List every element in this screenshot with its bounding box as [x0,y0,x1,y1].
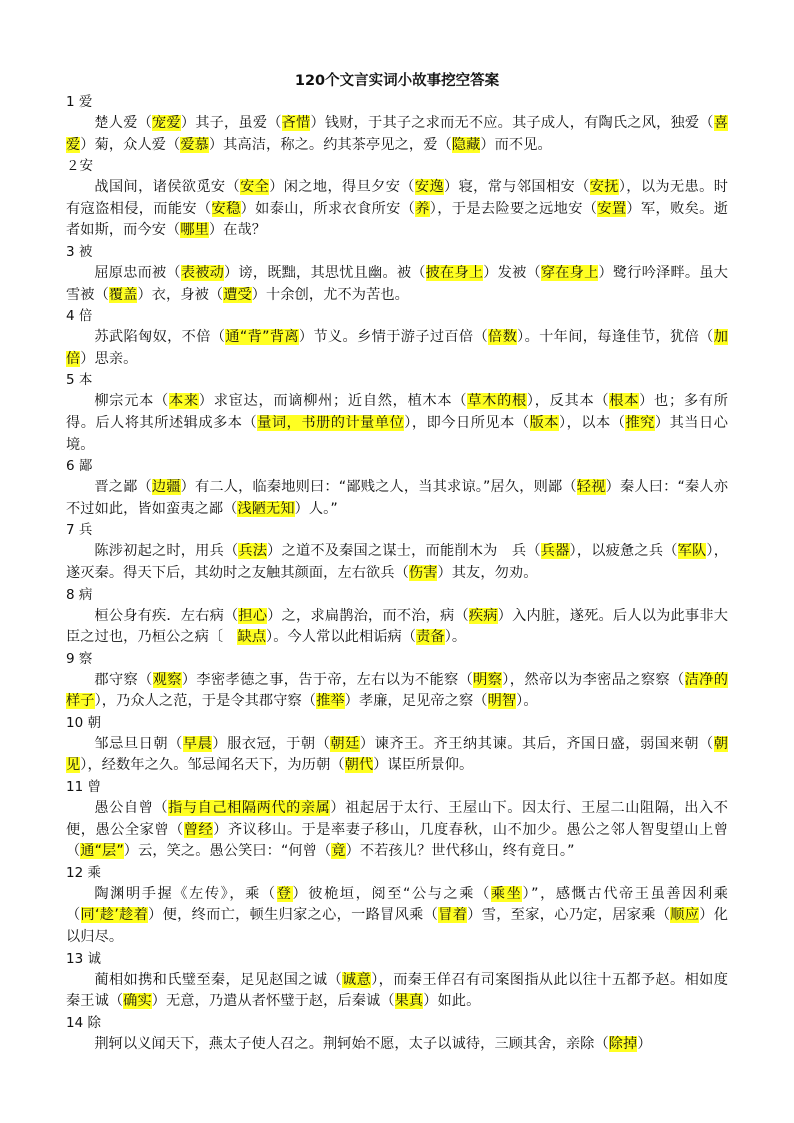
passage-text: ）孝廉，足见帝之察（ [344,693,488,710]
entry-body [66,391,728,456]
answer-highlight: 表被动 [180,264,225,281]
answer-highlight: 宠爱 [152,115,181,131]
passage-text: ），以本（ [558,414,626,431]
passage-text: ），然帝以为李密品之察察（ [502,671,685,688]
answer-highlight: 喜爱 [66,115,729,153]
passage-text: ）”，感慨古代帝王虽善因利乘（ [66,885,729,924]
answer-highlight: 伤害 [408,564,438,581]
passage-text: ）菊，众人爱（ [80,136,181,153]
passage-text: ）鹭行吟泽畔。虽大雪被（ [66,264,728,303]
passage-text: ），遂灭秦。得天下后，其幼时之友触其颜面，左右欲兵（ [66,543,729,581]
answer-highlight: 通“背”背离 [225,329,299,346]
answer-highlight: 登 [276,885,293,902]
passage-text: ）节义。乡情于游子过百倍（ [298,329,489,346]
passage-text: ）秦人曰：“秦人亦不过如此，皆如蛮夷之鄙（ [66,479,729,517]
answer-highlight: 指与自己相隔两代的亲属 [168,800,331,817]
answer-highlight: 观察 [152,671,182,688]
answer-highlight: 通“层” [80,843,124,860]
passage-text: ）。十年间，每逢佳节，犹倍（ [517,329,714,346]
passage-text: 愚公自曾（ [94,800,169,817]
passage-text: ）便，终而亡，顿生归家之心，一路冒风乘（ [148,907,439,924]
passage-text: ）齐议移山。于是率妻子移山，几度春秋，山不加少。愚公之邻人智叟望山上曾（ [66,821,728,860]
answer-highlight: 安全 [240,179,270,196]
passage-text: 蔺相如携和氏璧至秦，足见赵国之诚（ [94,971,343,988]
passage-text: ） [637,1035,652,1052]
passage-text: 郡守察（ [94,671,153,688]
passage-text: 楚人爱（ [94,115,152,131]
passage-text: ），乃众人之范，于是令其郡守察（ [94,693,317,710]
passage-text: ）。 [516,693,538,710]
passage-text: ）不若孩儿？世代移山，终有竟日。” [345,843,575,860]
answer-highlight: 疾病 [468,607,498,624]
passage-text: ）在哉？ [208,222,267,239]
answer-highlight: 养 [415,200,430,217]
answer-highlight: 浅陋无知 [237,500,295,517]
entry-heading: 11 曾 [66,779,101,796]
answer-highlight: 兵器 [540,543,570,560]
passage-text: 晋之鄙（ [94,479,152,496]
passage-text: ）其子，虽爱（ [180,115,282,131]
passage-text: 陶渊明手握《左传》，乘（ [94,885,277,902]
passage-text: ）其友，勿劝。 [437,564,538,581]
answer-highlight: 边疆 [151,479,181,496]
passage-text: ）谏齐王。齐王纳其谏。其后，齐国日盛，弱国来朝（ [359,735,714,752]
passage-text: ）雪，至家，心乃定，居家乘（ [467,907,671,924]
answer-highlight: 朝见 [66,735,728,774]
answer-highlight: 量词，书册的计量单位 [257,414,405,431]
answer-highlight: 朝代 [344,757,374,774]
passage-text: ）钱财，于其子之求而无不应。其子成人，有陶氏之风，独爱（ [310,115,714,131]
passage-text: 屈原忠而被（ [94,264,181,281]
answer-highlight: 顺应 [670,907,700,924]
entry-body [66,177,728,242]
entry-body [66,1034,728,1056]
entry-heading: 10 朝 [66,714,101,731]
document-title: 120个文言实词小故事挖空答案 [294,73,500,89]
entry-heading: 6 鄙 [66,458,93,475]
answer-highlight: 明察 [473,671,503,688]
passage-text: ）之道不及秦国之谋士，而能削木为 兵（ [267,543,541,560]
passage-text: ）之，求扁鹊治，而不治，病（ [267,607,469,624]
answer-highlight: 责备 [416,629,445,646]
entry-heading: 8 病 [66,586,93,603]
answer-highlight: 草木的根 [467,393,527,410]
entry-body [66,327,728,370]
entry-heading: 13 诚 [66,950,101,967]
answer-highlight: 披在身上 [425,264,484,281]
passage-text: ）军，败矣。逝者如斯，而今安（ [66,200,729,239]
answer-highlight: 安置 [597,200,627,217]
passage-text: ），经数年之久。邹忌闻名天下，为历朝（ [80,757,345,774]
passage-text: ），反其本（ [526,393,610,410]
answer-highlight: 冒着 [438,907,468,924]
entry-body [66,263,728,306]
passage-text: 战国间，诸侯欲觅安（ [94,179,241,196]
answer-highlight: 根本 [609,393,640,410]
passage-text: ）化以归尽。 [66,907,729,946]
answer-highlight: 乘坐 [490,885,523,902]
passage-text: ）如泰山，所求衣食所安（ [240,200,416,217]
answer-highlight: 推举 [316,693,345,710]
passage-text: ），以为无患。时有寇盗相侵，而能安（ [66,179,728,217]
entry-heading: 14 除 [66,1014,101,1031]
passage-text: ）求宦达，而谪柳州；近自然，植木本（ [198,393,468,410]
entry-heading: 4 倍 [66,308,93,325]
answer-highlight: 安稳 [211,200,241,217]
passage-text: ）而不见。 [480,136,552,153]
answer-highlight: 竟 [331,843,346,860]
entry-body [66,670,728,713]
answer-highlight: 朝廷 [330,735,360,752]
passage-text: ）无意，乃遣从者怀璧于赵，后秦诚（ [151,993,395,1010]
entry-body [66,113,728,156]
answer-highlight: 明智 [487,693,517,710]
passage-text: 桓公身有疾．左右病（ [94,607,239,624]
answer-highlight: 军队 [677,543,707,560]
passage-text: 陈涉初起之时，用兵（ [94,543,239,560]
answer-highlight: 确实 [123,993,152,1010]
passage-text: ）其当日心境。 [66,414,728,453]
entry-body [66,606,728,649]
answer-highlight: 遭受 [223,286,252,303]
answer-highlight: 除掉 [608,1035,638,1052]
passage-text: ）如此。 [423,993,481,1010]
entry-heading: 1 爱 [66,94,93,110]
passage-text: ）谤，既黜，其思忧且幽。被（ [224,264,426,281]
answer-highlight: 哪里 [180,222,209,239]
answer-highlight: 隐藏 [451,136,481,153]
entry-heading: 12 乘 [66,864,101,881]
answer-highlight: 担心 [238,607,268,624]
entry-list [66,92,728,1055]
passage-text: ）寝，常与邻国相安（ [444,179,590,196]
passage-text: ）十余创，尤不为苦也。 [251,286,409,303]
passage-text: ）祖起居于太行、王屋山下。因太行、王屋二山阻隔，出入不便，愚公全家曾（ [66,800,728,838]
answer-highlight: 版本 [529,414,559,431]
passage-text: ），以疲惫之兵（ [569,543,678,560]
passage-text: ），于是去险要之远地安（ [429,200,598,217]
answer-highlight: 加倍 [66,329,728,367]
passage-text: ）其高洁，称之。约其茶亭见之，爱（ [208,136,452,153]
passage-text: 苏武陷匈奴，不倍（ [94,329,226,346]
passage-text: ）人。” [294,500,338,517]
answer-highlight: 本来 [168,393,199,410]
passage-text: ）。 [444,629,467,646]
passage-text: ）服衣冠，于朝（ [212,735,331,752]
entry-heading: 5 本 [66,372,93,389]
passage-text: 柳宗元本（ [94,393,169,410]
answer-highlight: 兵法 [238,543,268,560]
answer-highlight: 轻视 [576,479,606,496]
answer-highlight: 爱慕 [180,136,209,153]
answer-highlight: 同‘趁’趁着 [80,907,149,924]
passage-text: ）入内脏，遂死。后人以为此事非大臣之过也，乃桓公之病〔 [66,607,729,646]
answer-highlight: 早晨 [182,735,213,752]
answer-highlight: 安抚 [589,179,619,196]
answer-highlight: 倍数 [488,329,518,346]
entry-body [66,541,728,584]
passage-text: ）彼桅垣，阅至“公与之乘（ [292,885,491,902]
entry-heading: 7 兵 [66,522,93,539]
passage-text: ）李密孝德之事，告于帝，左右以为不能察（ [181,671,474,688]
answer-highlight: 吝惜 [281,115,311,131]
answer-highlight: 曾经 [183,821,214,838]
entry-heading: ２安 [66,158,93,175]
answer-highlight: 推究 [625,414,655,431]
passage-text: ）闲之地，得旦夕安（ [269,179,415,196]
passage-text: ），即今日所见本（ [404,414,530,431]
entry-body [66,477,728,520]
entry-body [66,734,728,777]
passage-text: 荆轲以义闻天下，燕太子使人召之。荆轲始不愿，太子以诚待，三顾其舍，亲除（ [94,1035,609,1052]
passage-text: 邹忌旦日朝（ [94,735,183,752]
answer-highlight: 诚意 [342,971,372,988]
entry-body [66,970,728,1013]
answer-highlight: 果真 [394,993,424,1010]
passage-text: ）。今人常以此相诟病（ [266,629,417,646]
entry-body [66,798,728,863]
entry-heading: 9 察 [66,650,93,667]
passage-text: ），而秦王佯召有司案图指从此以往十五都予赵。相如度秦王诚（ [66,971,729,1010]
answer-highlight: 覆盖 [108,286,138,303]
passage-text: ）谋臣所景仰。 [373,757,474,774]
answer-highlight: 洁净的样子 [66,671,729,710]
passage-text: ）思亲。 [80,350,138,367]
entry-body [66,884,728,949]
passage-text: ）也；多有所得。后人将其所述辑成多本（ [66,393,728,431]
answer-highlight: 穿在身上 [540,264,599,281]
entry-heading: 3 被 [66,243,93,260]
passage-text: ）发被（ [483,264,541,281]
passage-text: ）衣，身被（ [137,286,224,303]
answer-highlight: 安逸 [414,179,445,196]
passage-text: ）有二人，临秦地则曰：“鄙贱之人，当其求谅。”居久，则鄙（ [180,479,577,496]
answer-highlight: 缺点 [237,629,267,646]
passage-text: ）云，笑之。愚公笑曰：“何曾（ [123,843,332,860]
